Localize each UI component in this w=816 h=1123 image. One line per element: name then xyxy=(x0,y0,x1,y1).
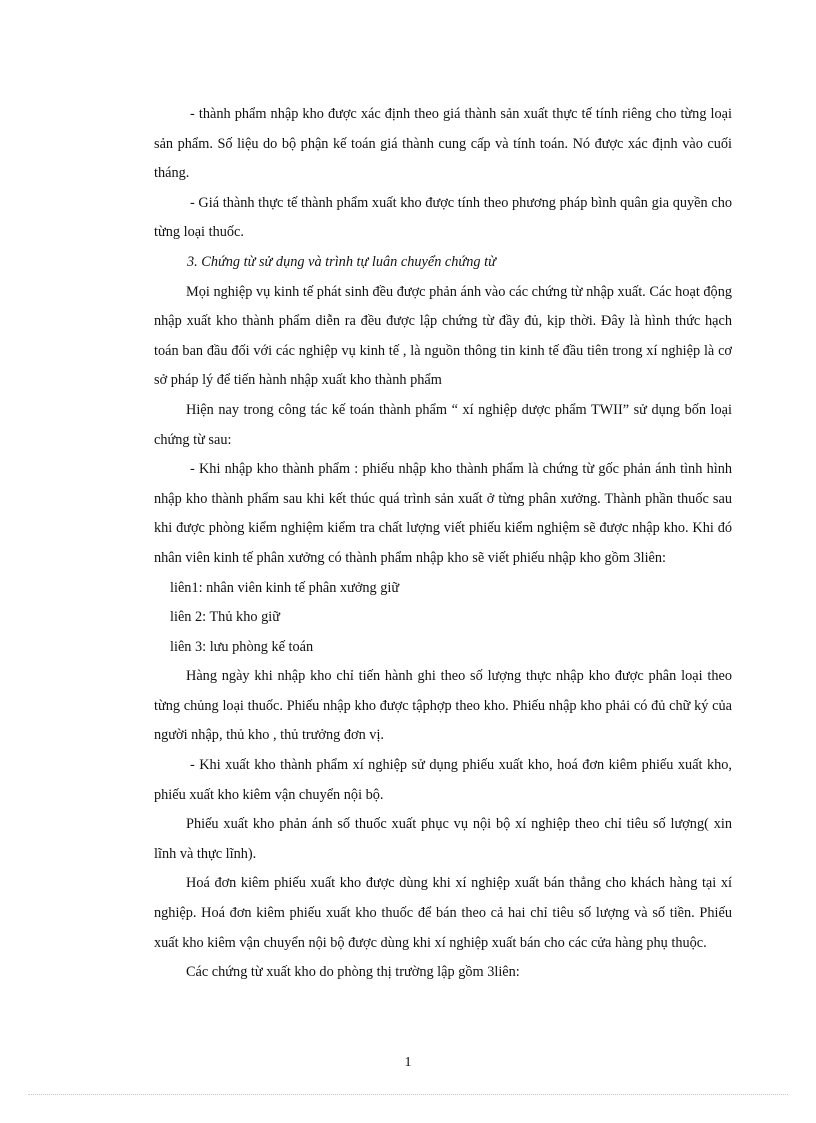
list-item-copy-3: liên 3: lưu phòng kế toán xyxy=(170,638,314,655)
paragraph-finished-goods-issue-valuation: - Giá thành thực tế thành phẩm xuất kho được tính theo phương pháp bình quân gia quyền cho từng loại thuốc. xyxy=(154,194,732,241)
paragraph-finished-goods-receipt-valuation: - thành phẩm nhập kho được xác định theo giá thành sản xuất thực tế tính riêng cho từng loại sản phẩm. Số liệu do bộ phận kế toán giá thành cung cấp và tính toán. Nó được xác định vào cuối tháng. xyxy=(154,106,732,182)
paragraph-issue-slip: Phiếu xuất kho phản ánh số thuốc xuất phục vụ nội bộ xí nghiệp theo chỉ tiêu số lượng( xin lĩnh và thực lĩnh). xyxy=(154,816,732,862)
section-heading-vouchers: 3. Chứng từ sử dụng và trình tự luân chuyển chứng từ xyxy=(187,253,496,270)
paragraph-receipt-voucher: - Khi nhập kho thành phẩm : phiếu nhập kho thành phẩm là chứng từ gốc phản ánh tình hình nhập kho thành phẩm sau khi kết thúc quá trình sản xuất ở từng phân xưởng. Thành phần thuốc sau khi được phòng kiểm nghiệm kiểm tra chất lượng viết phiếu kiểm nghiệm sẽ được nhập kho. Khi đó nhân viên kinh tế phân xưởng có thành phẩm nhập kho sẽ viết phiếu nhập kho gồm 3liên: xyxy=(154,461,732,566)
document-body xyxy=(154,100,732,988)
paragraph-issue-vouchers: - Khi xuất kho thành phẩm xí nghiệp sử dụng phiếu xuất kho, hoá đơn kiêm phiếu xuất kho, phiếu xuất kho kiêm vận chuyển nội bộ. xyxy=(154,757,732,803)
paragraph-voucher-types: Hiện nay trong công tác kế toán thành phẩm “ xí nghiệp dược phẩm TWII” sử dụng bốn loại chứng từ sau: xyxy=(154,401,732,448)
paragraph-daily-receipt: Hàng ngày khi nhập kho chỉ tiến hành ghi theo số lượng thực nhập kho được phân loại theo từng chủng loại thuốc. Phiếu nhập kho được tậphợp theo kho. Phiếu nhập kho phải có đủ chữ ký của người nhập, thủ kho , thủ trưởng đơn vị. xyxy=(154,668,732,744)
page-bottom-divider xyxy=(28,1094,788,1095)
paragraph-issue-copies: Các chứng từ xuất kho do phòng thị trường lập gồm 3liên: xyxy=(186,964,520,981)
list-item-copy-1: liên1: nhân viên kinh tế phân xưởng giữ xyxy=(170,579,400,596)
page-number: 1 xyxy=(404,1055,412,1070)
list-item-copy-2: liên 2: Thủ kho giữ xyxy=(170,609,280,626)
paragraph-invoice-issue-slip: Hoá đơn kiêm phiếu xuất kho được dùng khi xí nghiệp xuất bán thẳng cho khách hàng tại xí nghiệp. Hoá đơn kiêm phiếu xuất kho thuốc để bán theo cả hai chỉ tiêu số lượng và số tiền. Phiếu xuất kho kiêm vận chuyển nội bộ được dùng khi xí nghiệp xuất bán cho các cửa hàng phụ thuộc. xyxy=(154,875,732,951)
paragraph-vouchers-overview: Mọi nghiệp vụ kinh tế phát sinh đều được phản ánh vào các chứng từ nhập xuất. Các hoạt động nhập xuất kho thành phẩm diễn ra đều được lập chứng từ đầy đủ, kịp thời. Đây là hình thức hạch toán ban đầu đối với các nghiệp vụ kinh tế , là nguồn thông tin kinh tế đầu tiên trong xí nghiệp là cơ sở pháp lý để tiến hành nhập xuất kho thành phẩm xyxy=(154,283,732,389)
